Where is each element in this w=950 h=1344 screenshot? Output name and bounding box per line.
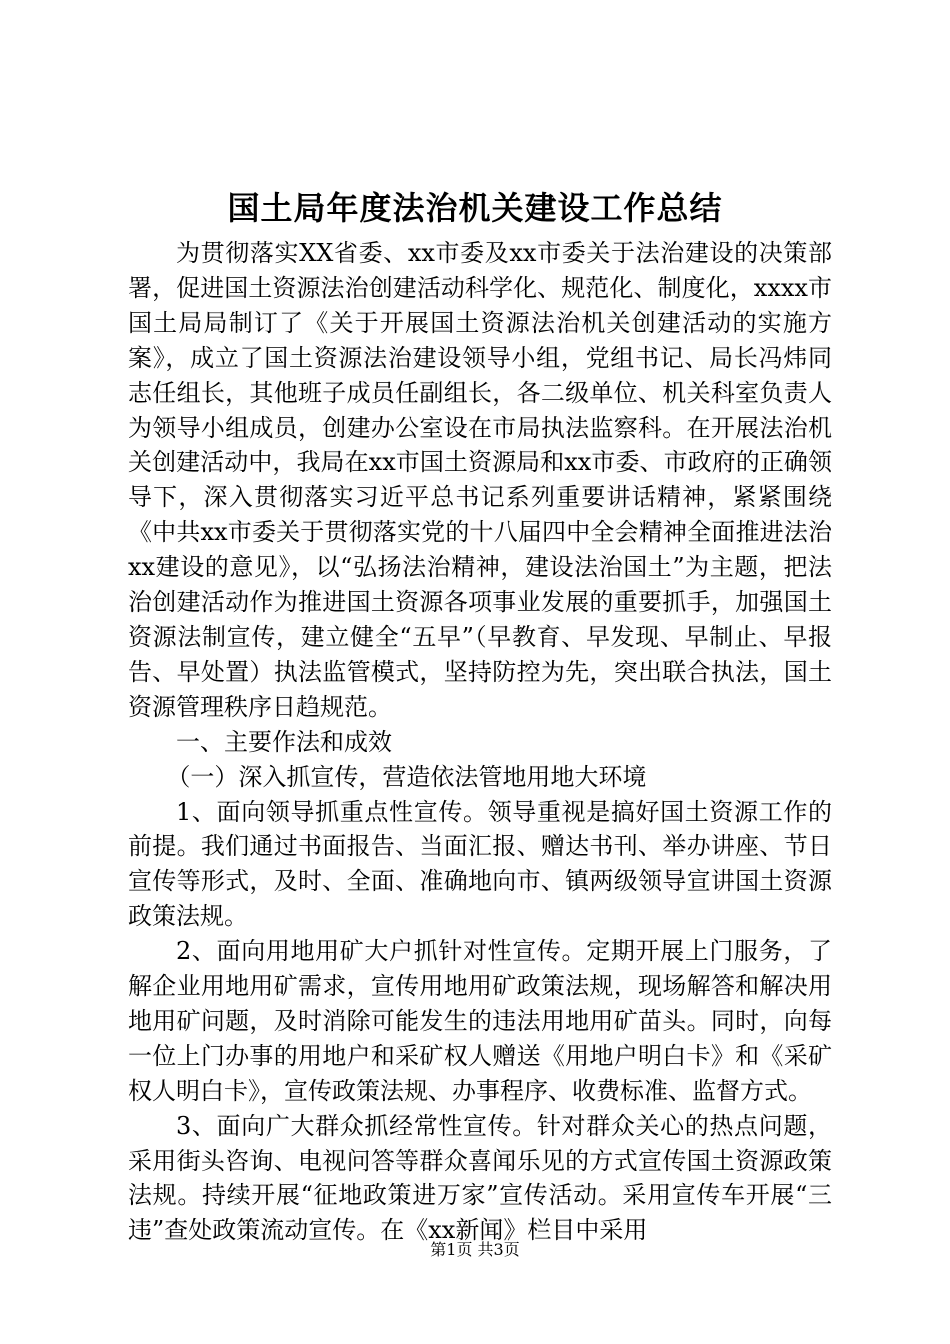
- paragraph-item-3: 3、面向广大群众抓经常性宣传。针对群众关心的热点问题，采用街头咨询、电视问答等群众喜闻乐见的方式宣传国土资源政策法规。持续开展“征地政策进万家”宣传活动。采用宣传车开展“三违”查处政策流动宣传。在《xx新闻》栏目中采用: [128, 1111, 832, 1245]
- paragraph-intro: 为贯彻落实XX省委、xx市委及xx市委关于法治建设的决策部署，促进国土资源法治创建活动科学化、规范化、制度化，xxxx市国土局局制订了《关于开展国土资源法治机关创建活动的实施方案》，成立了国土资源法治建设领导小组，党组书记、局长冯炜同志任组长，其他班子成员任副组长，各二级单位、机关科室负责人为领导小组成员，创建办公室设在市局执法监察科。在开展法治机关创建活动中，我局在xx市国土资源局和xx市委、市政府的正确领导下，深入贯彻落实习近平总书记系列重要讲话精神，紧紧围绕《中共xx市委关于贯彻落实党的十八届四中全会精神全面推进法治xx建设的意见》，以“弘扬法治精神，建设法治国土”为主题，把法治创建活动作为推进国土资源各项事业发展的重要抓手，加强国土资源法制宣传，建立健全“五早”（早教育、早发现、早制止、早报告、早处置）执法监管模式，坚持防控为先，突出联合执法，国土资源管理秩序日趋规范。: [128, 239, 832, 721]
- section-heading: 一、主要作法和成效: [176, 727, 392, 756]
- subsection-heading: （一）深入抓宣传，营造依法管地用地大环境: [166, 762, 647, 791]
- paragraph-item-1: 1、面向领导抓重点性宣传。领导重视是搞好国土资源工作的前提。我们通过书面报告、当面汇报、赠达书刊、举办讲座、节日宣传等形式，及时、全面、准确地向市、镇两级领导宣讲国土资源政策法规。: [128, 797, 832, 931]
- document-body: [128, 236, 832, 1248]
- document-title: 国土局年度法治机关建设工作总结: [227, 189, 723, 227]
- page-footer: 第1页 共3页: [430, 1240, 520, 1259]
- paragraph-item-2: 2、面向用地用矿大户抓针对性宣传。定期开展上门服务，了解企业用地用矿需求，宣传用地用矿政策法规，现场解答和解决用地用矿问题，及时消除可能发生的违法用地用矿苗头。同时，向每一位上门办事的用地户和采矿权人赠送《用地户明白卡》和《采矿权人明白卡》，宣传政策法规、办事程序、收费标准、监督方式。: [128, 937, 832, 1105]
